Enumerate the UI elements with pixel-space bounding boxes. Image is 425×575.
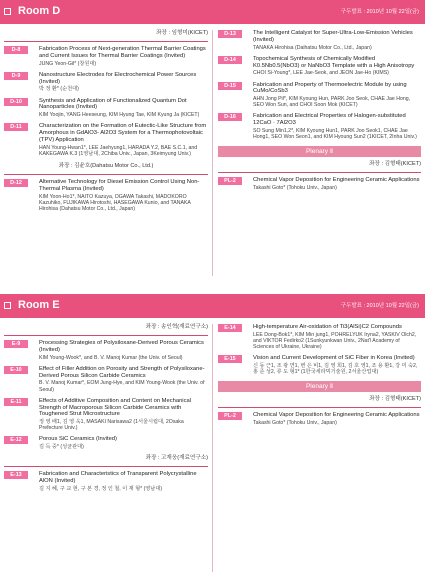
presentation-code: E-13 bbox=[4, 471, 28, 479]
presentation-entry bbox=[4, 179, 208, 212]
presentation-code: E-10 bbox=[4, 366, 28, 374]
presentation-code: E-14 bbox=[218, 324, 242, 332]
presentation-authors: HAN Young-Hwan1*, LEE Jaehyung1, HARADA Y.2, BAE S.C.1, and KAKEGAWA K.3 (1영남대, 2Chiba Univ., Japan, 3Keimyung Univ.) bbox=[39, 144, 198, 157]
presentation-title: Nanostructure Electrodes for Electrochemical Power Sources (Invited) bbox=[39, 71, 197, 85]
presentation-entry bbox=[4, 123, 208, 157]
plenary-banner: Plenary Ⅱ bbox=[218, 381, 421, 392]
presentation-code: D-11 bbox=[4, 123, 28, 131]
column-divider bbox=[212, 30, 213, 276]
presentation-entry bbox=[218, 113, 421, 140]
presentation-entry bbox=[218, 30, 421, 51]
presentation-authors: 신 동 근1, 조 광 연1, 변 은 비1, 김 영 희1, 김 호 영1, 조 용 환1, 강 미 숙2, 홍 준 성2, 류 도 형1* (1한국세라믹기술원, 2서울산업대) bbox=[253, 363, 418, 376]
room-e-left-column bbox=[4, 324, 208, 497]
presentation-entry bbox=[4, 471, 208, 492]
presentation-authors: 김 지 혜, 구 교 현, 구 본 경, 정 인 철, 이 재 형* (영남대) bbox=[39, 486, 163, 493]
divider bbox=[4, 466, 208, 467]
presentation-entry bbox=[4, 72, 208, 93]
room-d-section bbox=[0, 0, 425, 24]
presentation-entry bbox=[218, 355, 421, 375]
presentation-title: Synthesis and Application of Functionalized Quantum Dot Nanoparticles (Invited) bbox=[39, 97, 187, 111]
presentation-authors: Takashi Goto* (Tohoku Univ., Japan) bbox=[253, 420, 337, 427]
presentation-authors: SO Sung Min1,2*, KIM Kyoung Hun1, PARK Joo Seok1, CHAE Jae Hong1, SEO Won Seon1, and KIM Hyoung Sun2 (1KICET, 2Inha Univ.) bbox=[253, 128, 417, 141]
presentation-code: E-15 bbox=[218, 355, 242, 363]
presentation-entry bbox=[218, 56, 421, 77]
presentation-title: Chemical Vapor Deposition for Engineering Ceramic Applications bbox=[253, 412, 420, 419]
presentation-entry bbox=[4, 366, 208, 393]
presentation-title: Characterization on the Formation of Eutectic-Like Structure from Amorphous in GdAlO3- Al2O3 System for a Thermophotovoltaic (TPV) Application bbox=[39, 123, 207, 143]
presentation-entry bbox=[4, 340, 208, 361]
presentation-authors: 박 정 환* (순천대) bbox=[39, 86, 79, 93]
room-d-left-column bbox=[4, 30, 208, 217]
room-e-title: Room E bbox=[18, 299, 60, 311]
presentation-title: Fabrication Process of Next-generation Thermal Barrier Coatings and Current Issues for Thermal Barrier Coatings (Invited) bbox=[39, 46, 206, 59]
presentation-title: Processing Strategies of Polysiloxane-Derived Porous Ceramics (Invited) bbox=[39, 340, 204, 353]
presentation-authors: LEE Dong-Bok1*, KIM Min jung1, POHRELYUK Iryna2, YASKIV Olch2, and VIKTOR Fedirko2 (1Sunkyunkwan Univ., 2Nat'l Academy of Sciences of Ukraine, Ukraine) bbox=[253, 331, 417, 351]
square-icon bbox=[4, 302, 11, 309]
presentation-code: D-15 bbox=[218, 82, 242, 90]
divider bbox=[4, 335, 208, 336]
presentation-authors: AHN Jong Pil*, KIM Kyoung Hun, PARK Joo Seok, CHAE Jae Hong, SEO Won Sun, and CHOI Soon Mok (KICET) bbox=[253, 96, 411, 109]
presentation-entry bbox=[4, 46, 208, 67]
presentation-authors: KIM Yoojin, YANG Heeseung, KIM Hyung Tae, KIM Kyung Ja (KICET) bbox=[39, 112, 200, 119]
session-chair: 좌장 : 김형태(KICET) bbox=[369, 396, 421, 403]
room-e-section bbox=[0, 294, 425, 318]
presentation-code: E-11 bbox=[4, 398, 28, 406]
presentation-authors: CHOI Si-Young*, LEE Jae-Seok, and JEON Jae-Ho (KIMS) bbox=[253, 70, 389, 77]
presentation-title: Effect of Filler Addition on Porosity and Strength of Polysiloxane-Derived Porous Silicon Carbide Ceramics bbox=[39, 365, 205, 379]
session-chair: 좌장 : 김형태(KICET) bbox=[369, 161, 421, 168]
presentation-title: The Intelligent Catalyst for Super-Ultra-Low-Emission Vehicles (Invited) bbox=[253, 30, 413, 43]
room-d-date: 구두발표 : 2010년 10월 22일(금) bbox=[340, 9, 419, 15]
room-e-date: 구두발표 : 2010년 10월 22일(금) bbox=[340, 303, 419, 309]
presentation-code: D-13 bbox=[218, 30, 242, 38]
presentation-code: D-9 bbox=[4, 72, 28, 80]
presentation-title: Chemical Vapor Deposition for Engineering Ceramic Applications bbox=[253, 177, 420, 184]
session-chair: 좌장 : 고재웅(재료연구소) bbox=[145, 455, 208, 462]
presentation-code: PL-2 bbox=[218, 412, 242, 420]
presentation-code: D-12 bbox=[4, 179, 28, 187]
presentation-authors: 정 영 배1, 김 영 욱1, MASAKI Narisawa2 (1서울시립대, 2Osaka Prefecture Univ.) bbox=[39, 419, 184, 432]
presentation-title: Fabrication and Electrical Properties of Halogen-substituted 12CaO · 7Al2O3 bbox=[253, 113, 406, 127]
presentation-title: Porous SiC Ceramics (Invited) bbox=[39, 436, 117, 443]
presentation-authors: KIM Yoon-Ho1*, NAITO Kazuya, OGAWA Takashi, MADOKORO Kazuhiko, FUJIKAWA Hirotoshi, HASEGAWA Kunio, and TANAKA Hirohisa (Dahatsu Motor Co., Ltd., Japan) bbox=[39, 193, 191, 212]
square-icon bbox=[4, 8, 11, 15]
presentation-title: Fabrication and Characteristics of Transparent Polycrystalline AlON (Invited) bbox=[39, 471, 197, 485]
divider bbox=[218, 407, 421, 408]
presentation-code: E-12 bbox=[4, 436, 28, 444]
presentation-title: High-temperature Air-oxidation of Ti3(AlSi)C2 Compounds bbox=[253, 324, 402, 330]
presentation-authors: KIM Young-Wook*, and B. V. Manoj Kumar (the Univ. of Seoul) bbox=[39, 354, 183, 361]
divider bbox=[218, 172, 421, 173]
presentation-entry bbox=[4, 98, 208, 119]
presentation-code: D-10 bbox=[4, 98, 28, 106]
room-d-title: Room D bbox=[18, 5, 61, 17]
column-divider bbox=[212, 324, 213, 572]
room-d-right-column bbox=[218, 30, 421, 196]
room-e-right-column bbox=[218, 324, 421, 431]
presentation-entry bbox=[4, 436, 208, 450]
presentation-title: Fabrication and Property of Thermoelectric Module by using CuMo/CoSb3 bbox=[253, 81, 407, 95]
presentation-entry bbox=[218, 412, 421, 426]
presentation-code: D-16 bbox=[218, 113, 242, 121]
presentation-code: D-8 bbox=[4, 46, 28, 54]
session-chair: 좌장 : 김윤호(Dahatsu Motor Co., Ltd.) bbox=[58, 163, 154, 170]
presentation-authors: Takashi Goto* (Tohoku Univ., Japan) bbox=[253, 185, 337, 192]
presentation-code: PL-2 bbox=[218, 177, 242, 185]
presentation-authors: JUNG Yeon-Gil* (창원대) bbox=[39, 60, 97, 67]
session-chair: 좌장 : 임형미(KICET) bbox=[156, 30, 208, 36]
presentation-authors: TANAKA Hirohisa (Daihatsu Motor Co., Ltd., Japan) bbox=[253, 44, 372, 51]
presentation-title: Vision and Current Development of SiC Fiber in Korea (Invited) bbox=[253, 355, 415, 362]
presentation-title: Effects of Additive Composition and Content on Mechanical Strength of Macroporous Silicon Carbide Ceramics with Toughened Strut Microstructure bbox=[39, 397, 191, 418]
session-chair: 좌장 : 송인혁(재료연구소) bbox=[145, 324, 208, 330]
presentation-title: Topochemical Synthesis of Chemically Modified K0.5Nb0.5(NbO3) or NaNbO3 Template with a High Anisotropy bbox=[253, 55, 415, 69]
presentation-entry bbox=[218, 177, 421, 191]
presentation-entry bbox=[218, 324, 421, 350]
divider bbox=[4, 41, 208, 42]
room-e-header bbox=[0, 294, 425, 318]
plenary-banner: Plenary Ⅱ bbox=[218, 146, 421, 157]
room-d-header bbox=[0, 0, 425, 24]
presentation-code: E-9 bbox=[4, 340, 28, 348]
divider bbox=[4, 174, 208, 175]
presentation-authors: B. V. Manoj Kumar*, EOM Jung-Hye, and KIM Young-Wook (the Univ. of Seoul) bbox=[39, 380, 205, 393]
presentation-entry bbox=[4, 398, 208, 432]
presentation-code: D-14 bbox=[218, 56, 242, 64]
presentation-title: Alternative Technology for Diesel Emission Control Using Non-Thermal Plasma (Invited) bbox=[39, 179, 200, 192]
presentation-authors: 김 득 중* (성균관대) bbox=[39, 444, 84, 451]
presentation-entry bbox=[218, 82, 421, 109]
